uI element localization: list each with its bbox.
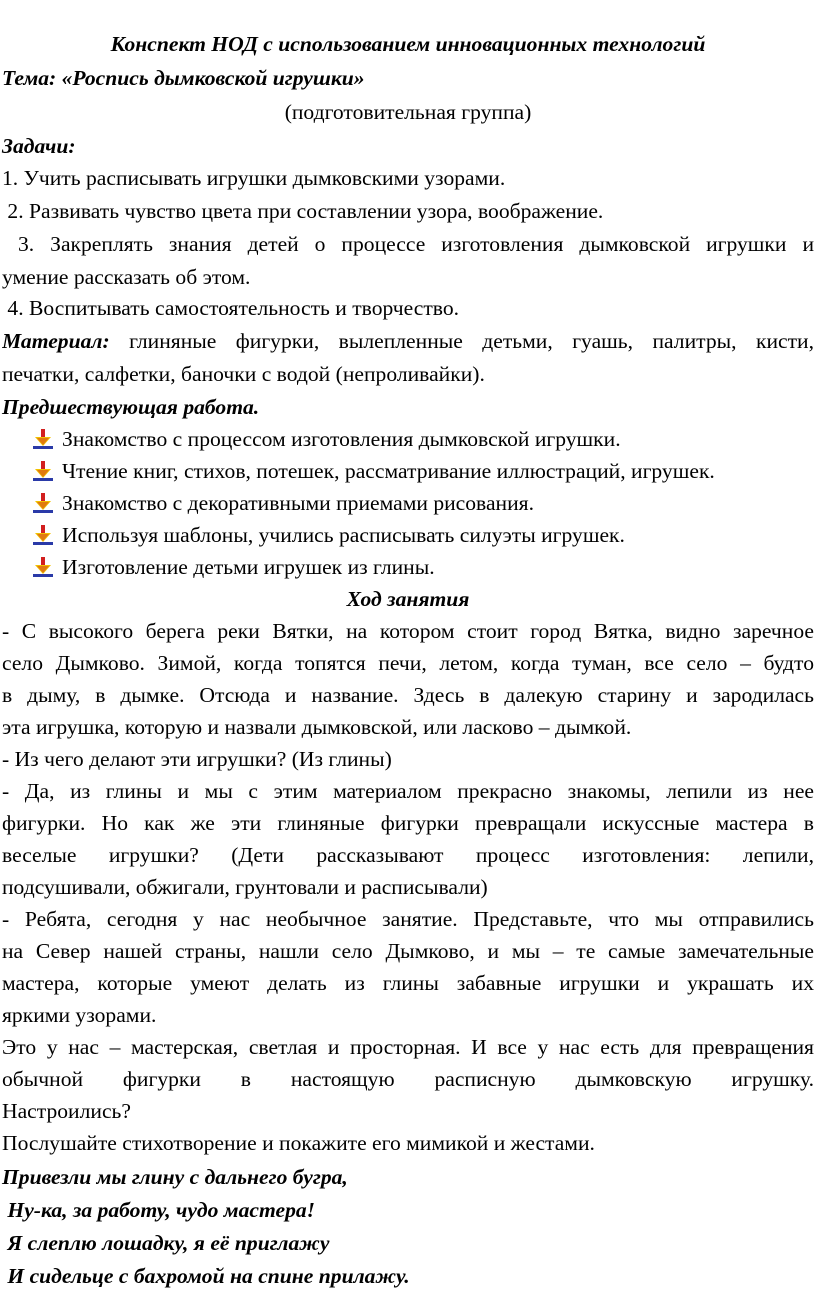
- tasks-heading: Задачи:: [2, 134, 76, 158]
- poem-line: Ну-ка, за работу, чудо мастера!: [2, 1198, 316, 1222]
- material-label: Материал:: [2, 329, 110, 353]
- body-line: яркими узорами.: [2, 1003, 157, 1027]
- arrow-down-bullet-icon: [32, 554, 54, 574]
- task-item: 1. Учить расписывать игрушки дымковскими узорами.: [2, 166, 506, 190]
- body-line: Настроились?: [2, 1099, 131, 1123]
- arrow-down-bullet-icon: [32, 490, 54, 510]
- poem-line: Я слеплю лошадку, я её приглажу: [2, 1231, 330, 1255]
- material-line-2: печатки, салфетки, баночки с водой (непроливайки).: [2, 362, 485, 386]
- prior-work-text: Изготовление детьми игрушек из глины.: [62, 555, 435, 579]
- arrow-down-bullet-icon: [32, 458, 54, 478]
- body-line: подсушивали, обжигали, грунтовали и расписывали): [2, 875, 488, 899]
- group-line: (подготовительная группа): [284, 100, 532, 124]
- body-line: веселые игрушки? (Дети рассказывают процесс изготовления: лепили,: [2, 843, 814, 867]
- prior-work-heading: Предшествующая работа.: [2, 395, 260, 419]
- task-item-continued: умение рассказать об этом.: [2, 265, 251, 289]
- body-line: - С высокого берега реки Вятки, на котором стоит город Вятка, видно заречное: [2, 619, 814, 643]
- prior-work-text: Знакомство с декоративными приемами рисования.: [62, 491, 534, 515]
- material-line: [2, 325, 814, 357]
- arrow-down-bullet-icon: [32, 522, 54, 542]
- body-line: в дыму, в дымке. Отсюда и название. Здесь в далекую старину и зародилась: [2, 683, 814, 707]
- prior-work-item: [32, 423, 814, 455]
- prior-work-item: [32, 487, 814, 519]
- body-line: - Ребята, сегодня у нас необычное занятие. Представьте, что мы отправились: [2, 907, 814, 931]
- body-line: эта игрушка, которую и назвали дымковской, или ласково – дымкой.: [2, 715, 632, 739]
- body-line: мастера, которые умеют делать из глины забавные игрушки и украшать их: [2, 971, 814, 995]
- prior-work-text: Знакомство с процессом изготовления дымковской игрушки.: [62, 427, 621, 451]
- prior-work-item: [32, 455, 814, 487]
- document-title: Конспект НОД с использованием инновационных технологий: [110, 32, 706, 56]
- prior-work-item: [32, 519, 814, 551]
- prior-work-text: Чтение книг, стихов, потешек, рассматривание иллюстраций, игрушек.: [62, 459, 715, 483]
- theme-line: Тема: «Роспись дымковской игрушки»: [2, 66, 365, 90]
- lesson-heading: Ход занятия: [346, 587, 470, 611]
- body-line: на Север нашей страны, нашли село Дымково, и мы – те самые замечательные: [2, 939, 814, 963]
- task-item: 3. Закреплять знания детей о процессе изготовления дымковской игрушки и: [2, 232, 814, 256]
- body-line: - Из чего делают эти игрушки? (Из глины): [2, 747, 392, 771]
- arrow-down-bullet-icon: [32, 426, 54, 446]
- poem-line: И сидельце с бахромой на спине прилажу.: [2, 1264, 410, 1288]
- material-text: глиняные фигурки, вылепленные детьми, гуашь, палитры, кисти,: [109, 329, 814, 353]
- body-line: фигурки. Но как же эти глиняные фигурки превращали искуссные мастера в: [2, 811, 814, 835]
- task-item: 4. Воспитывать самостоятельность и творчество.: [2, 296, 460, 320]
- prior-work-item: [32, 551, 814, 583]
- task-item: 2. Развивать чувство цвета при составлении узора, воображение.: [2, 199, 604, 223]
- body-line: Послушайте стихотворение и покажите его мимикой и жестами.: [2, 1131, 595, 1155]
- poem-line: Привезли мы глину с дальнего бугра,: [2, 1165, 348, 1189]
- body-line: - Да, из глины и мы с этим материалом прекрасно знакомы, лепили из нее: [2, 779, 814, 803]
- prior-work-text: Используя шаблоны, учились расписывать силуэты игрушек.: [62, 523, 625, 547]
- body-line: обычной фигурки в настоящую расписную дымковскую игрушку.: [2, 1067, 814, 1091]
- body-line: село Дымково. Зимой, когда топятся печи, летом, когда туман, все село – будто: [2, 651, 814, 675]
- body-line: Это у нас – мастерская, светлая и просторная. И все у нас есть для превращения: [2, 1035, 814, 1059]
